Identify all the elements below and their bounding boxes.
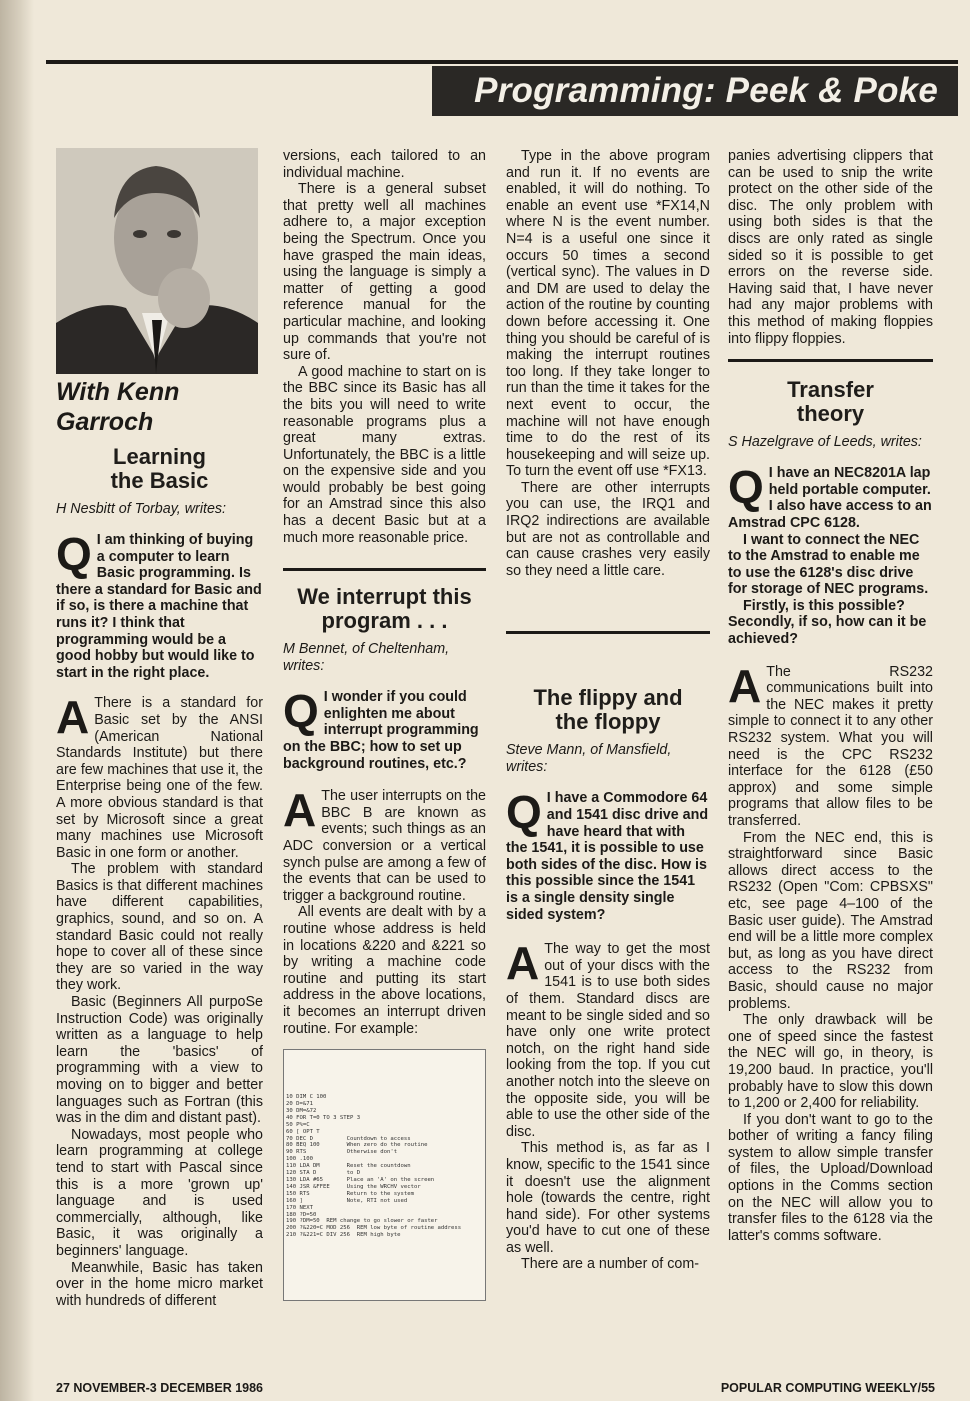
code-listing-lines [286, 1094, 461, 1239]
article-byline: H Nesbitt of Torbay, writes: [56, 501, 227, 517]
question-text: I wonder if you could enlighten me about interrupt programming on the BBC; how to set up background routines, etc.? [283, 689, 479, 772]
code-line: 60 [ OPT T [286, 1128, 320, 1135]
article-title-line: Learning [113, 444, 206, 469]
question-text: I have an NEC8201A lap held portable computer. I also have access to an Amstrad CPC 6128. [728, 465, 932, 531]
code-line: 190 ?DM=50 REM change to go slower or faster [286, 1218, 438, 1225]
code-listing [283, 1049, 486, 1301]
code-line: 150 RTS Return to the system [286, 1190, 414, 1197]
footer-publication: POPULAR COMPUTING WEEKLY/55 [720, 1381, 935, 1395]
code-line: 110 LDA DM Reset the countdown [286, 1163, 411, 1170]
column-1 [56, 148, 263, 1309]
article-title-line: theory [796, 401, 865, 427]
answer-block [728, 659, 933, 1245]
answer-block [56, 691, 263, 1309]
article-byline: Steve Mann, of Mansfield, writes: [506, 742, 672, 776]
drop-cap-q: Q [283, 685, 319, 738]
code-line: 40 FOR T=0 TO 3 STEP 3 [286, 1114, 361, 1121]
code-line: 100 .100 [286, 1156, 313, 1163]
answer-paragraph: All events are dealt with by a routine whose address is held in locations &220 and &221 so by writing a machine code routine and putting its start address in the above locations, it becomes an interrupt driven routine. For example: [283, 904, 486, 1037]
answer-paragraph: The RS232 communications built into the NEC makes it pretty simple to connect it to any other RS232 system. What you will need is the CPC RS232 interface for the 6128 (£50 approx) and some simple programs that allow files to be transferred. [728, 663, 933, 829]
question-block [283, 685, 486, 772]
answer-paragraph: The problem with standard Basics is that different machines have different capabilities, graphics, sound, and so on. A standard Basic could not really hope to cover all of these since they are so varied in the way they work. [56, 861, 263, 994]
answer-paragraph: Nowadays, most people who learn programming at college tend to start with Pascal since this is a more 'grown up' language and is used commercially, although, like Basic, it was originally a beginners' language. [56, 1126, 263, 1259]
answer-paragraph: The only drawback will be one of speed since the fastest the NEC will go, in theory, is 19,200 baud. In practice, you'll probably have to slow this down to 1,200 or 2,400 for reliability. [728, 1012, 933, 1112]
code-line: 30 DM=&72 [286, 1107, 317, 1114]
code-line: 80 BEQ 100 When zero do the routine [286, 1142, 428, 1149]
code-line: 180 ?D=50 [286, 1211, 317, 1218]
column-4 [728, 148, 933, 1244]
question-text: I have a Commodore 64 and 1541 disc drive and have heard that with the 1541, it is possible to use both sides of the disc. How is this possible since the 1541 is a single density single sided system? [506, 790, 709, 923]
drop-cap-q: Q [56, 528, 92, 580]
drop-cap-a: A [728, 659, 762, 712]
article-divider [283, 568, 486, 571]
answer-paragraph: The way to get the most out of your discs with the 1541 is to use both sides of them. Standard discs are meant to be single sided and so have only one write protect notch, on the right hand side looking from the top. If you cut another notch into the sleeve on the opposite side, you will be able to use the other side of the disc. [506, 941, 710, 1140]
answer-paragraph: This method is, as far as I know, specific to the 1541 since it doesn't use the alignment hole (towards the centre, right hand side). For other systems you'd have to cut one of these as well. [506, 1140, 710, 1256]
answer-paragraph: The user interrupts on the BBC B are known as events; such things as an ADC conversion or a vertical synch pulse are among a few of the events that can be used to trigger a background routine. [283, 788, 486, 904]
header-rule [46, 60, 958, 64]
article-title-line: Transfer [787, 377, 874, 403]
article-title-line: the floppy [555, 709, 661, 735]
code-line: 170 NEXT [286, 1204, 313, 1211]
column-3 [506, 148, 710, 1273]
answer-paragraph: If you don't want to go to the bother of writing a fancy filing system to allow simple transfer of files, the Upload/Download options in the Comms section on the NEC will allow you to transfer files to the 6128 via the latter's comms software. [728, 1111, 933, 1244]
answer-paragraph: There are a number of com- [521, 1256, 699, 1273]
question-text: Firstly, is this possible? Secondly, if so, how can it be achieved? [728, 597, 927, 648]
author-portrait-image [56, 148, 258, 374]
code-line: 20 D=&71 [286, 1101, 313, 1108]
code-line: 120 STA D to D [286, 1170, 361, 1177]
article-title-learning-basic [56, 445, 263, 493]
page-gutter-shadow [0, 0, 34, 1401]
question-block [728, 461, 933, 648]
drop-cap-q: Q [728, 461, 764, 514]
article-title-transfer [728, 378, 933, 426]
footer-date: 27 NOVEMBER-3 DECEMBER 1986 [56, 1381, 264, 1395]
drop-cap-a: A [283, 784, 317, 837]
answer-block [283, 784, 486, 1037]
body-paragraph: versions, each tailored to an individual machine. [283, 148, 486, 181]
body-paragraph: A good machine to start on is the BBC since its Basic has all the bits you will need to write reasonable programs plus a great many extras. Unfortunately, the BBC is a little on the expensive side and you would probably be best going for an Amstrad since this also has a decent Basic but at a much more reasonable price. [283, 363, 486, 546]
drop-cap-a: A [506, 937, 540, 990]
code-line: 50 P%=C [286, 1121, 310, 1128]
code-line: 210 ?&221=C DIV 256 REM high byte [286, 1232, 401, 1239]
author-name: With Kenn Garroch [56, 378, 180, 436]
body-paragraph: There is a general subset that pretty well all machines adhere to, a major exception being the Spectrum. Once you have grasped the main ideas, using the language is simply a matter of getting a good reference manual for the particular machine, and looking up commands that you're not sure of. [283, 181, 486, 364]
drop-cap-q: Q [506, 786, 542, 839]
article-divider [506, 631, 710, 634]
answer-paragraph: There is a standard for Basic set by the ANSI (American National Standards Institute) but there are few machines that use it, the Enterprise being one of the few. A more obvious standard is that set by Microsoft since a great many machines use Microsoft Basic in one form or another. [56, 695, 263, 861]
code-line: 200 ?&220=C MOD 256 REM low byte of routine address [286, 1225, 462, 1232]
article-title-line: the Basic [110, 468, 209, 493]
code-line: 130 LDA #65 Place an 'A' on the screen [286, 1177, 435, 1183]
article-divider [728, 359, 933, 362]
code-line: 70 DEC D Countdown to access [286, 1135, 411, 1142]
code-line: 140 JSR &FFEE Using the WRCHV vector [286, 1183, 421, 1190]
body-paragraph: There are other interrupts you can use, the IRQ1 and IRQ2 indirections are available but are not as controllable and can cause crashes very easily so they need a little care. [506, 479, 710, 579]
answer-paragraph: Meanwhile, Basic has taken over in the home micro market with hundreds of different [56, 1259, 263, 1309]
code-line: 90 RTS Otherwise don't [286, 1149, 398, 1156]
question-block [506, 786, 710, 923]
section-banner: Programming: Peek & Poke [432, 66, 958, 116]
question-block [56, 528, 263, 681]
article-title-interrupt: We interrupt this program . . . [297, 584, 472, 634]
code-line: 10 DIM C 100 [286, 1094, 327, 1101]
article-title-flippy [506, 686, 710, 734]
column-2 [283, 148, 486, 1301]
question-text: I want to connect the NEC to the Amstrad to enable me to use the 6128's disc drive for storage of NEC programs. [728, 531, 929, 598]
code-line: 160 ] Note, RTI not used [286, 1197, 408, 1204]
article-byline: M Bennet, of Cheltenham, writes: [283, 641, 450, 675]
drop-cap-a: A [56, 691, 90, 744]
article-byline: S Hazelgrave of Leeds, writes: [728, 434, 922, 451]
body-paragraph: panies advertising clippers that can be used to snip the write protect on the other side of the disc. The only problem with using both sides is that the discs are only rated as single sided so it is possible to get errors on the reverse side. Having said that, I have never had any major problems with this method of making floppies into flippy floppies. [728, 148, 933, 347]
question-text: I am thinking of buying a computer to learn Basic programming. Is there a standard for Basic and if so, is there a machine that runs it? I think that programming would be a good hobby but would like to start in the right place. [56, 532, 262, 681]
article-title-line: The flippy and [533, 685, 683, 711]
author-photo [56, 148, 258, 374]
answer-paragraph: Basic (Beginners All purpoSe Instruction Code) was originally written as a language to help learn the 'basics' of programming with a view to moving on to bigger and better languages such as Fortran (this was in the dim and distant past). [56, 994, 263, 1127]
answer-paragraph: From the NEC end, this is straightforward since Basic allows direct access to the RS232 (Open "Com: CPBSXS" etc, see page 4–100 of the Basic user guide). The Amstrad end will be a little more complex but, as long as you have direct access to the RS232 from Basic, should cause no major problems. [728, 829, 933, 1012]
answer-block [506, 937, 710, 1273]
body-paragraph: Type in the above program and run it. If no events are enabled, it will do nothing. To enable an event use *FX14,N where N is the event number. N=4 is a useful one since it occurs 50 times a second (vertical sync). The values in D and DM are used to delay the action of the routine by counting down before accessing it. One thing you should be careful of is making the interrupt routines too long. If they take longer to run than the time it takes for the next event to occur, the machine will not have enough time to do the rest of its housekeeping and will seize up. To turn the event off use *FX13. [506, 148, 710, 480]
